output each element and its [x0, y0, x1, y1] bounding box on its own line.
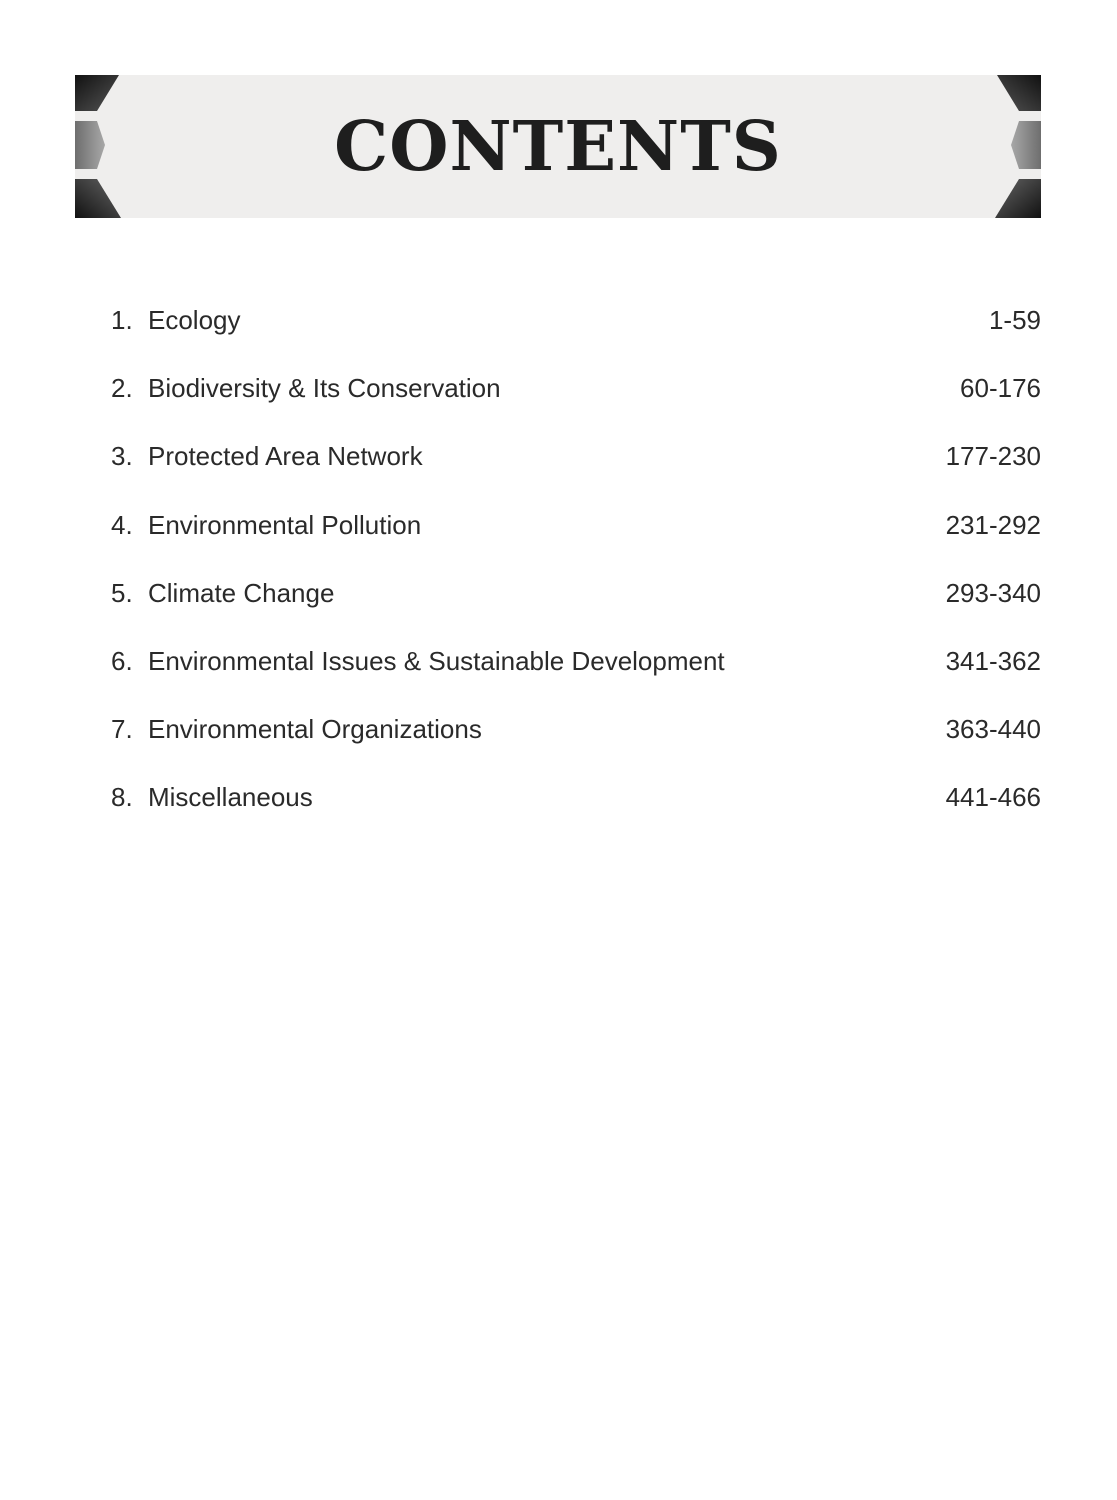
toc-entry[interactable]	[111, 565, 1041, 633]
toc-entry-title: Miscellaneous	[148, 782, 313, 813]
toc-entry[interactable]	[111, 633, 1041, 701]
toc-entry-number: 5.	[111, 577, 133, 608]
toc-entry-number: 8.	[111, 782, 133, 813]
toc-entry-pages: 1-59	[988, 305, 1041, 335]
toc-entry-pages: 363-440	[945, 714, 1041, 745]
contents-banner	[75, 75, 1041, 218]
toc-entry-pages: 441-466	[945, 782, 1041, 813]
toc-entry-number: 4.	[111, 509, 133, 540]
toc-entry-number: 2.	[111, 373, 133, 404]
toc-entry[interactable]	[111, 769, 1041, 837]
toc-entry-title: Climate Change	[148, 577, 335, 608]
toc-entry-number: 3.	[111, 441, 133, 472]
toc-entry[interactable]	[111, 292, 1041, 360]
toc-entry-title: Environmental Organizations	[148, 714, 482, 745]
toc-entry[interactable]	[111, 428, 1041, 496]
page-title: CONTENTS	[334, 107, 782, 187]
toc-entry-pages: 231-292	[945, 509, 1041, 540]
toc-entry-title: Environmental Pollution	[148, 509, 422, 540]
toc-entry[interactable]	[111, 360, 1041, 428]
toc-entry-number: 7.	[111, 714, 133, 745]
toc-entry-number: 1.	[111, 305, 133, 335]
toc-entry-title: Protected Area Network	[148, 441, 423, 472]
toc-entry-pages: 60-176	[960, 373, 1041, 404]
toc-entry-pages: 293-340	[945, 577, 1041, 608]
toc-entry-title: Ecology	[148, 305, 241, 335]
toc-entry-title: Biodiversity & Its Conservation	[148, 373, 501, 404]
toc-entry-pages: 341-362	[945, 645, 1041, 676]
toc-entry[interactable]	[111, 701, 1041, 769]
toc-entry-title: Environmental Issues & Sustainable Development	[148, 645, 725, 676]
table-of-contents	[111, 292, 1041, 838]
toc-entry[interactable]	[111, 497, 1041, 565]
toc-entry-pages: 177-230	[945, 441, 1041, 472]
toc-entry-number: 6.	[111, 645, 133, 676]
